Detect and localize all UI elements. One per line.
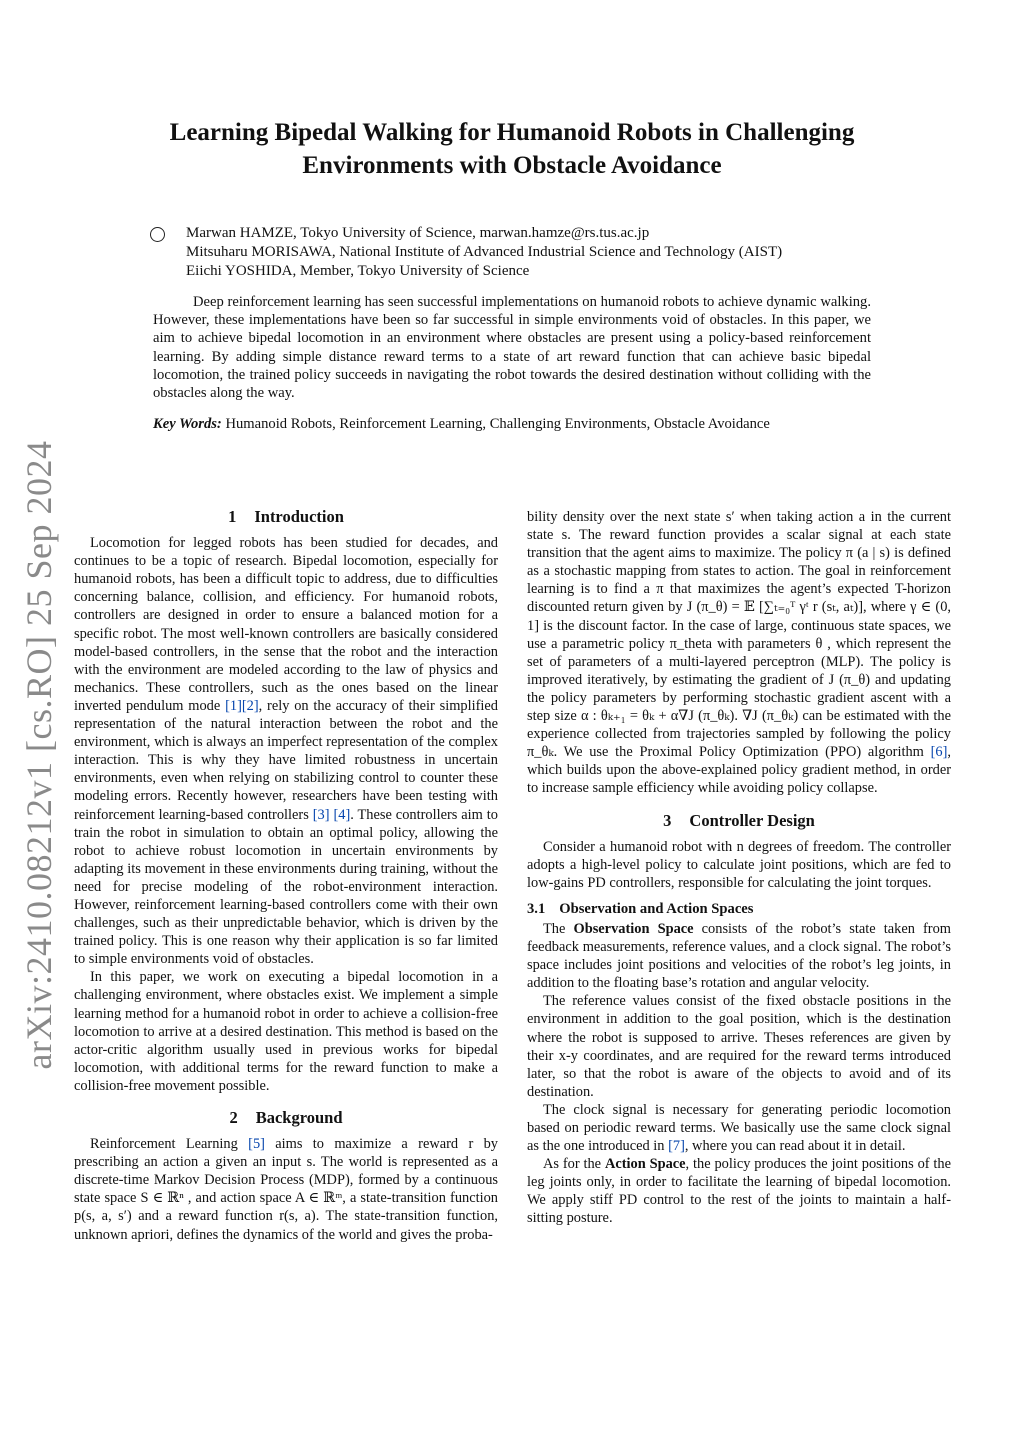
- author-1: Marwan HAMZE, Tokyo University of Science, marwan.hamze@rs.tus.ac.jp: [186, 225, 650, 241]
- controller-paragraph: Consider a humanoid robot with n degrees of freedom. The controller adopts a high-level policy to calculate joint positions, which are fed to low-gains PD controllers, responsible for calculating the joint torques.: [527, 838, 951, 891]
- author-circle-icon: [150, 227, 165, 242]
- keywords: Key Words: Humanoid Robots, Reinforcement Learning, Challenging Environments, Obstacle Avoidance: [153, 416, 770, 432]
- background-paragraph-continued: bility density over the next state s′ when taking action a in the current state s. The reward function provides a scalar signal at each state transition that the agent aims to maximize. The policy π (a | s) is defined as a stochastic mapping from states to action. The goal in reinforcement learning is to find a π that maximizes the agent’s expected T-horizon discounted return given by J (π_θ) = 𝔼 [∑ₜ₌₀ᵀ γᵗ r (sₜ, aₜ)], where γ ∈ (0, 1] is the discount factor. In the case of large, continuous state spaces, we use a parametric policy π_theta with parameters θ , which represent the set of parameters of a multi-layered perceptron (MLP). The policy is improved iteratively, by estimating the gradient of J (π_θ) and updating the policy parameters by performing stochastic gradient ascent with a step size α : θₖ₊₁ = θₖ + α∇J (π_θₖ). ∇J (π_θₖ) can be estimated with the experience collected from trajectories sampled by following the policy π_θₖ. We use the Proximal Policy Optimization (PPO) algorithm [6], which builds upon the above-explained policy gradient method, in order to increase sample efficiency while avoiding policy collapse.: [527, 509, 951, 797]
- section-heading: 1 Introduction: [228, 507, 344, 526]
- clock-paragraph: The clock signal is necessary for generating periodic locomotion based on periodic reward terms. We basically use the same clock signal as the one introduced in [7], where you can read about it in detail.: [527, 1101, 951, 1155]
- abstract: Deep reinforcement learning has seen successful implementations on humanoid robots to achieve dynamic walking. However, these implementations have been so far successful in simple environments void of obstacles. In this paper, we aim to achieve bipedal locomotion in an environment where obstacles are present using a policy-based reinforcement learning. By adding simple distance reward terms to a state of art reward function that can achieve basic bipedal locomotion, the trained policy succeeds in navigating the robot towards the desired destination without colliding with the obstacles along the way.: [153, 294, 871, 402]
- author-2: Mitsuharu MORISAWA, National Institute of Advanced Industrial Science and Technology (AIST): [186, 244, 783, 260]
- reference-paragraph: The reference values consist of the fixed obstacle positions in the environment in addition to the goal position, which is the destination where the robot is supposed to arrive. Theses references are given by their x-y coordinates, and are required for the reward terms introduced later, so that the robot is aware of the objects to avoid and of its destination.: [527, 993, 951, 1100]
- citation-link[interactable]: [2]: [241, 697, 259, 714]
- right-column: [527, 508, 951, 1228]
- observation-paragraph: The Observation Space consists of the robot’s state taken from feedback measurements, reference values, and a clock signal. The robot’s space includes joint positions and velocities of the robot’s leg joints, in addition to the floating base’s rotation and angular velocity.: [527, 920, 951, 992]
- action-paragraph: As for the Action Space, the policy produces the joint positions of the leg joints only, in order to facilitate the learning of bipedal locomotion. We apply stiff PD control to the rest of the joints to maintain a half-sitting posture.: [527, 1156, 952, 1227]
- citation-link[interactable]: [1]: [225, 697, 242, 714]
- arxiv-sidebar-stamp: [12, 440, 66, 1070]
- arxiv-id: arXiv:2410.08212v1 [cs.RO] 25 Sep 2024: [19, 440, 59, 1070]
- section-heading: 3 Controller Design: [663, 810, 815, 830]
- keywords-text: Humanoid Robots, Reinforcement Learning, Challenging Environments, Obstacle Avoidance: [225, 416, 770, 432]
- citation-link[interactable]: [4]: [333, 806, 351, 823]
- citation-link[interactable]: [7]: [668, 1138, 685, 1155]
- intro-paragraph-1: Locomotion for legged robots has been studied for decades, and continues to be a topic of research. Bipedal locomotion, especially for humanoid robots, has been a difficult topic to address, due to difficulties concerning balance, collision, and efficiency. For humanoid robots, controllers are designed in order to ensure a balanced motion for a specific robot. The most well-known controllers are basically considered model-based controllers, in the sense that the robot and the interaction with the environment are modeled according to the law of physics and mechanics. These controllers, such as the ones based on the linear inverted pendulum mode [1][2], rely on the accuracy of their simplified representation of the natural interaction between the robot and the environment, which is always an imperfect representation of the complex interaction. This is why they have limited robustness in uncertain environments, even when relying on stabilizing control to counter these modeling errors. Recently however, researchers have been testing with reinforcement learning-based controllers [3] [4]. These controllers aim to train the robot in simulation to obtain an optimal policy, allowing the robot to achieve robust locomotion in uncertain environments by adapting its movement in these environments during training, without the need for precise modeling of the robot-environment interaction. However, reinforcement learning-based controllers come with their own challenges, such as their unpredictable behavior, which is driven by the trained policy. This is one reason why their application is so far limited to simple environments void of obstacles.: [74, 535, 498, 968]
- author-list: [186, 224, 906, 281]
- citation-link[interactable]: [5]: [248, 1136, 265, 1153]
- citation-link[interactable]: [6]: [930, 744, 948, 761]
- citation-link[interactable]: [3]: [312, 806, 330, 823]
- author-3: Eiichi YOSHIDA, Member, Tokyo University of Science: [186, 263, 530, 279]
- background-paragraph: Reinforcement Learning [5] aims to maximize a reward r by prescribing an action a given an input s. The world is represented as a discrete-time Markov Decision Process (MDP), formed by a continuous state space S ∈ ℝⁿ , and action space A ∈ ℝᵐ, a state-transition function p(s, a, s′) and a reward function r(s, a). The state-transition function, unknown apriori, defines the dynamics of the world and gives the proba-: [74, 1136, 498, 1243]
- section-heading: 2 Background: [229, 1108, 343, 1127]
- left-column: [74, 508, 498, 1244]
- keywords-label: Key Words: [153, 416, 217, 432]
- paper-title: Learning Bipedal Walking for Humanoid Robots in Challenging Environments with Obstacle Avoidance: [169, 119, 855, 179]
- subsection-heading: 3.1 Observation and Action Spaces: [527, 900, 754, 917]
- intro-paragraph-2: In this paper, we work on executing a bipedal locomotion in a challenging environment, where obstacles exist. We implement a simple learning method for a humanoid robot in order to achieve a collision-free locomotion to arrive at a desired destination. This method is based on the actor-critic algorithm usually used in previous works for bipedal locomotion, with additional terms for the reward function to make a collision-free movement possible.: [74, 969, 498, 1094]
